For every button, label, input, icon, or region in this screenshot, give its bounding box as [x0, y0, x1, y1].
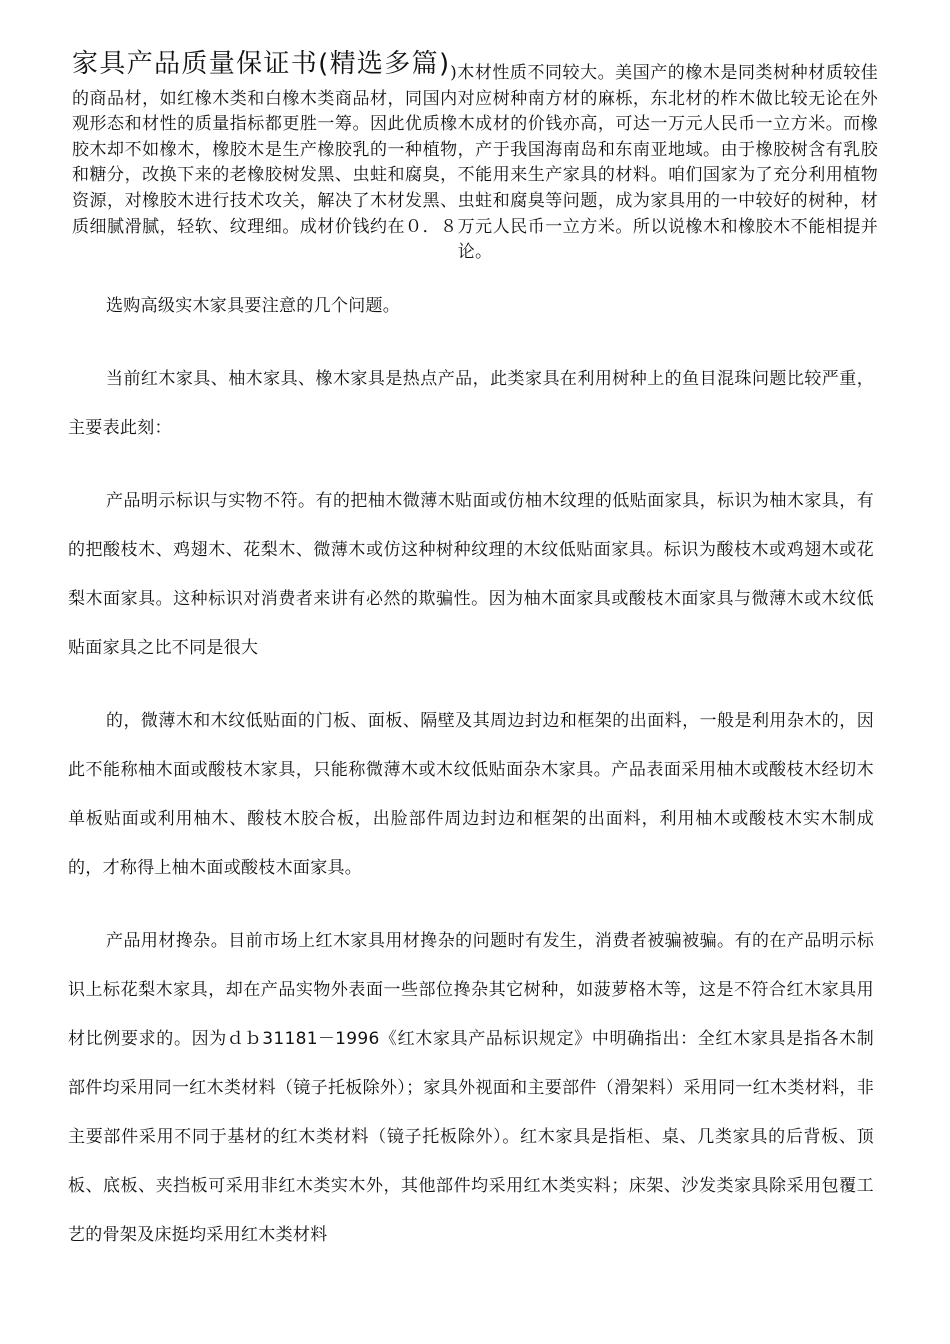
- document-title: 家具产品质量保证书(精选多篇): [72, 49, 451, 79]
- paragraph: 的，微薄木和木纹低贴面的门板、面板、隔壁及其周边封边和框架的出面料，一般是利用杂木的，因此不能称柚木面或酸枝木家具，只能称微薄木或木纹低贴面杂木家具。产品表面采用柚木或酸枝木经切木单板贴面或利用柚木、酸枝木胶合板，出脸部件周边封边和框架的出面料，利用柚木或酸枝木实木制成的，才称得上柚木面或酸枝木面家具。: [68, 711, 874, 878]
- paragraph: 产品明示标识与实物不符。有的把柚木微薄木贴面或仿柚木纹理的低贴面家具，标识为柚木家具，有的把酸枝木、鸡翅木、花梨木、微薄木或仿这种树种纹理的木纹低贴面家具。标识为酸枝木或鸡翅木或花梨木面家具。这种标识对消费者来讲有必然的欺骗性。因为柚木面家具或酸枝木面家具与微薄木或木纹低贴面家具之比不同是很大: [68, 491, 874, 658]
- paragraph-heading: 选购高级实木家具要注意的几个问题。: [106, 296, 401, 316]
- paragraph: 产品用材搀杂。目前市场上红木家具用材搀杂的问题时有发生，消费者被骗被骗。有的在产品明示标识上标花梨木家具，却在产品实物外表面一些部位搀杂其它树种，如菠萝格木等，这是不符合红木家具用材比例要求的。因为ｄｂ31181－1996《红木家具产品标识规定》中明确指出：全红木家具是指各木制部件均采用同一红木类材料（镜子托板除外）；家具外视面和主要部件（滑架料）采用同一红木类材料，非主要部件采用不同于基材的红木类材料（镜子托板除外）。红木家具是指柜、桌、几类家具的后背板、顶板、底板、夹挡板可采用非红木类实木外，其他部件均采用红木类实料；床架、沙发类家具除采用包覆工艺的骨架及床挺均采用红木类材料: [68, 931, 874, 1245]
- intro-block: [72, 49, 878, 266]
- intro-paragraph: )木材性质不同较大。美国产的橡木是同类树种材质较佳的商品材，如红橡木类和白橡木类商品材，同国内对应树种南方材的麻栎，东北材的柞木做比较无论在外观形态和材性的质量指标都更胜一筹。因此优质橡木成材的价钱亦高，可达一万元人民币一立方米。而橡胶木却不如橡木，橡胶木是生产橡胶乳的一种植物，产于我国海南岛和东南亚地域。由于橡胶树含有乳胶和糖分，改换下来的老橡胶树发黑、虫蛀和腐臭，不能用来生产家具的材料。咱们国家为了充分利用植物资源，对橡胶木进行技术攻关，解决了木材发黑、虫蛀和腐臭等问题，成为家具用的一中较好的树种，材质细腻滑腻，轻软、纹理细。成材价钱约在０．８万元人民币一立方米。所以说橡木和橡胶木不能相提并论。: [72, 63, 878, 263]
- paragraph: 当前红木家具、柚木家具、橡木家具是热点产品，此类家具在利用树种上的鱼目混珠问题比较严重，主要表此刻：: [68, 369, 874, 438]
- body-text: [68, 282, 874, 1260]
